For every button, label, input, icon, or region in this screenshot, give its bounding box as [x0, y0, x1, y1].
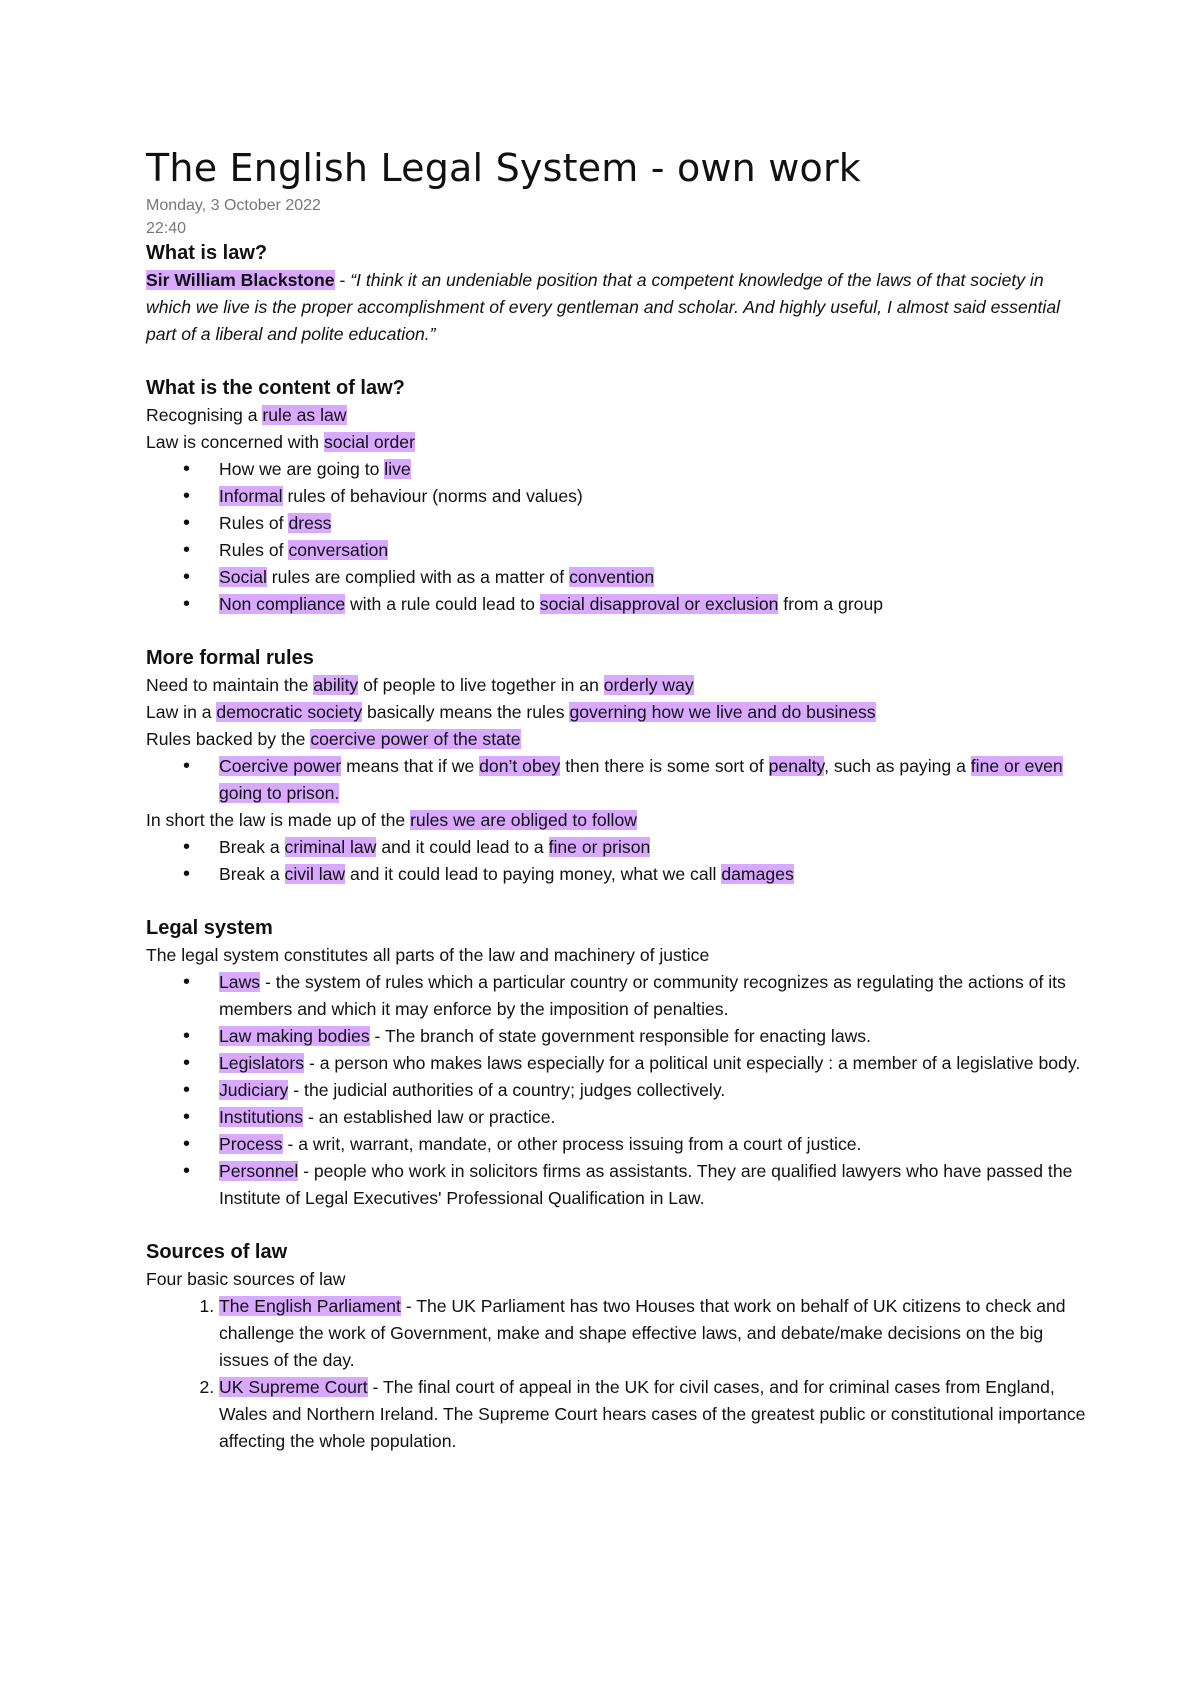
heading-legal-system: Legal system — [146, 917, 273, 939]
highlight: fine or even going to prison. — [219, 756, 1063, 803]
highlight: The English Parliament — [219, 1296, 401, 1316]
highlight: coercive power of the state — [310, 729, 521, 749]
highlight: penalty — [768, 756, 825, 776]
formal-bullet-list-1 — [146, 753, 1086, 807]
list-item: • Non compliance with a rule could lead to social disapproval or exclusion from a group — [219, 591, 1086, 618]
formal-line-2: Law in a democratic society basically means the rules governing how we live and do business — [146, 702, 876, 722]
content-bullet-list — [146, 456, 1086, 618]
list-item: • Laws - the system of rules which a particular country or community recognizes as regulating the actions of its members and which it may enforce by the imposition of penalties. — [219, 969, 1086, 1023]
blackstone-quote: Sir William Blackstone - “I think it an undeniable position that a competent knowledge of the laws of that society in which we live is the proper accomplishment of every gentleman and scholar. And highly useful, I almost said essential part of a liberal and polite education.” — [146, 270, 1061, 344]
highlight: Informal — [219, 486, 283, 506]
list-item: • Coercive power means that if we don’t obey then there is some sort of penalty, such as paying a fine or even going to prison. — [219, 753, 1086, 807]
legal-bullet-list — [146, 969, 1086, 1212]
list-item: 1. The English Parliament - The UK Parliament has two Houses that work on behalf of UK citizens to check and challenge the work of Government, make and shape effective laws, and debate/make decisions on the big issues of the day. — [219, 1293, 1086, 1374]
highlight: Process — [219, 1134, 283, 1154]
highlight: fine or prison — [548, 837, 651, 857]
highlight: Institutions — [219, 1107, 304, 1127]
heading-sources-of-law: Sources of law — [146, 1241, 288, 1263]
list-item: • How we are going to live — [219, 456, 1086, 483]
highlight: civil law — [284, 864, 346, 884]
highlight: social order — [323, 432, 415, 452]
time-stamp: 22:40 — [146, 220, 187, 237]
quote-text: “I think it an undeniable position that a competent knowledge of the laws of that society in which we live is the proper accomplishment of every gentleman and scholar. And highly useful, I almost said essential part of a liberal and polite education.” — [146, 270, 1061, 344]
list-item: • Legislators - a person who makes laws especially for a political unit especially : a member of a legislative body. — [219, 1050, 1086, 1077]
list-item: 2. UK Supreme Court - The final court of appeal in the UK for civil cases, and for criminal cases from England, Wales and Northern Ireland. The Supreme Court hears cases of the greatest public or constitutional importance affecting the whole population. — [219, 1374, 1086, 1455]
legal-intro: The legal system constitutes all parts of the law and machinery of justice — [146, 945, 710, 965]
formal-line-1: Need to maintain the ability of people to live together in an orderly way — [146, 675, 694, 695]
highlight: Non compliance — [219, 594, 346, 614]
heading-content-of-law: What is the content of law? — [146, 377, 405, 399]
highlight: dress — [288, 513, 332, 533]
highlight: damages — [721, 864, 794, 884]
highlight: Judiciary — [219, 1080, 289, 1100]
highlight: orderly way — [603, 675, 694, 695]
list-item: • Institutions - an established law or practice. — [219, 1104, 1086, 1131]
list-item: • Informal rules of behaviour (norms and values) — [219, 483, 1086, 510]
highlight: live — [384, 459, 411, 479]
list-item: • Process - a writ, warrant, mandate, or other process issuing from a court of justice. — [219, 1131, 1086, 1158]
date-stamp: Monday, 3 October 2022 — [146, 197, 321, 214]
heading-formal-rules: More formal rules — [146, 647, 314, 669]
highlight-author: Sir William Blackstone — [146, 270, 335, 290]
content-line-2: Law is concerned with social order — [146, 432, 415, 452]
highlight: democratic society — [216, 702, 363, 722]
list-item: • Judiciary - the judicial authorities of a country; judges collectively. — [219, 1077, 1086, 1104]
highlight: convention — [569, 567, 655, 587]
highlight: ability — [313, 675, 359, 695]
highlight: social disapproval or exclusion — [539, 594, 779, 614]
sources-intro: Four basic sources of law — [146, 1269, 346, 1289]
highlight: Coercive power — [219, 756, 342, 776]
highlight: rules we are obliged to follow — [410, 810, 637, 830]
list-item: • Break a criminal law and it could lead to a fine or prison — [219, 834, 1086, 861]
highlight: don’t obey — [479, 756, 561, 776]
document-body — [146, 142, 1086, 1455]
highlight: Social — [219, 567, 267, 587]
heading-what-is-law: What is law? — [146, 242, 268, 264]
formal-line-4: In short the law is made up of the rules we are obliged to follow — [146, 810, 637, 830]
highlight: Personnel — [219, 1161, 299, 1181]
highlight: Legislators — [219, 1053, 305, 1073]
formal-bullet-list-2 — [146, 834, 1086, 888]
highlight: conversation — [288, 540, 389, 560]
highlight: Laws — [219, 972, 261, 992]
highlight: governing how we live and do business — [569, 702, 876, 722]
page-title: The English Legal System - own work — [146, 146, 861, 190]
list-item: • Personnel - people who work in solicitors firms as assistants. They are qualified lawyers who have passed the Institute of Legal Executives' Professional Qualification in Law. — [219, 1158, 1086, 1212]
list-item: • Social rules are complied with as a matter of convention — [219, 564, 1086, 591]
highlight: Law making bodies — [219, 1026, 370, 1046]
content-line-1: Recognising a rule as law — [146, 405, 347, 425]
list-item: • Rules of dress — [219, 510, 1086, 537]
list-item: • Rules of conversation — [219, 537, 1086, 564]
list-item: • Law making bodies - The branch of state government responsible for enacting laws. — [219, 1023, 1086, 1050]
highlight: rule as law — [262, 405, 347, 425]
formal-line-3: Rules backed by the coercive power of the state — [146, 729, 521, 749]
list-item: • Break a civil law and it could lead to paying money, what we call damages — [219, 861, 1086, 888]
highlight: UK Supreme Court — [219, 1377, 368, 1397]
sources-numbered-list — [146, 1293, 1086, 1455]
highlight: criminal law — [284, 837, 377, 857]
